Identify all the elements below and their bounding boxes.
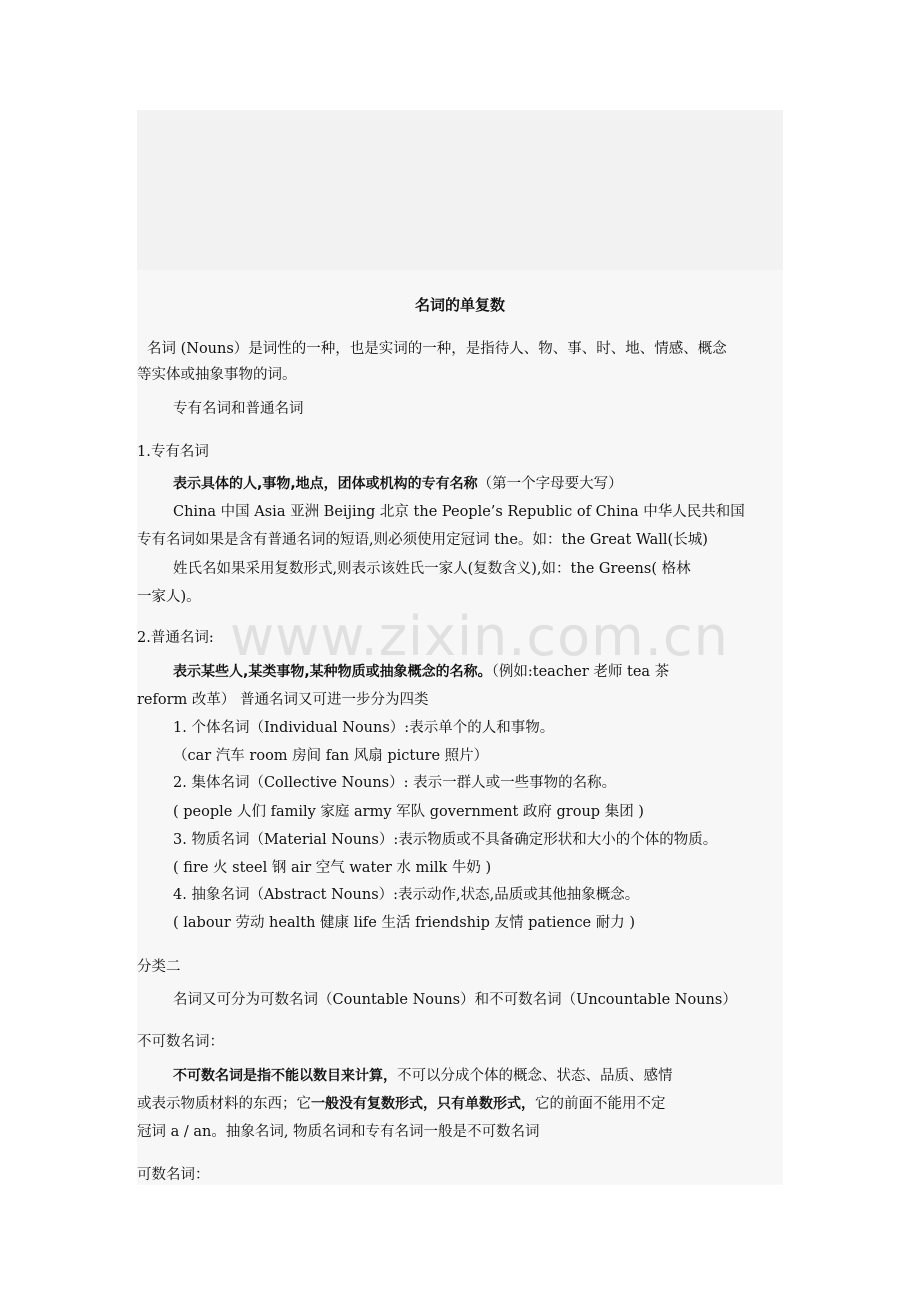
proper-example-4: 一家人)。 [137, 589, 201, 605]
proper-example-1: China 中国 Asia 亚洲 Beijing 北京 the People’s Republic of China 中华人民共和国 [173, 504, 745, 520]
category-individual: 1. 个体名词（Individual Nouns）:表示单个的人和事物。 [173, 720, 555, 736]
category-collective-examples: ( people 人们 family 家庭 army 军队 government 政府 group 集团 ) [173, 804, 644, 820]
uncountable-line-1 [137, 1066, 783, 1086]
intro-line-1: 名词 (Nouns）是词性的一种，也是实词的一种，是指待人、物、事、时、地、情感、概念 [147, 341, 727, 357]
uncountable-text-2b: 它的前面不能用不定 [535, 1096, 666, 1112]
category-material: 3. 物质名词（Material Nouns）:表示物质或不具备确定形状和大小的个体的物质。 [173, 832, 718, 848]
common-definition-bold: 表示某些人,某类事物,某种物质或抽象概念的名称。 [173, 664, 492, 680]
document-body [137, 110, 783, 1185]
category-collective: 2. 集体名词（Collective Nouns）: 表示一群人或一些事物的名称。 [173, 775, 617, 791]
proper-example-3: 姓氏名如果采用复数形式,则表示该姓氏一家人(复数含义),如：the Greens( 格林 [173, 561, 691, 577]
document-title: 名词的单复数 [414, 296, 505, 314]
category-material-examples: ( fire 火 steel 钢 air 空气 water 水 milk 牛奶 ) [173, 860, 492, 876]
heading-classification-2: 分类二 [137, 959, 181, 975]
proper-definition-note: （第一个字母要大写） [477, 476, 623, 492]
document-page [137, 110, 783, 1185]
uncountable-bold-1: 不可数名词是指不能以数目来计算， [173, 1068, 397, 1084]
proper-definition [137, 474, 783, 494]
watermark: www.zixin.com.cn [230, 605, 729, 668]
common-definition-2: reform 改革） 普通名词又可进一步分为四类 [137, 692, 429, 708]
uncountable-text-2a: 或表示物质材料的东西；它 [137, 1096, 311, 1112]
uncountable-text-1: 不可以分成个体的概念、状态、品质、感情 [397, 1068, 673, 1084]
heading-countable: 可数名词： [137, 1167, 210, 1183]
heading-uncountable: 不可数名词： [137, 1034, 224, 1050]
uncountable-bold-2: 一般没有复数形式，只有单数形式， [311, 1096, 535, 1112]
common-definition [137, 662, 783, 682]
section-heading: 专有名词和普通名词 [173, 401, 304, 417]
proper-example-2: 专有名词如果是含有普通名词的短语,则必须使用定冠词 the。如：the Great Wall(长城) [137, 532, 708, 548]
classification-2-line: 名词又可分为可数名词（Countable Nouns）和不可数名词（Uncountable Nouns） [173, 992, 737, 1008]
uncountable-line-2 [137, 1094, 783, 1114]
heading-common-nouns: 2.普通名词: [137, 630, 214, 646]
proper-definition-bold: 表示具体的人,事物,地点，团体或机构的专有名称 [173, 476, 478, 492]
intro-line-2: 等实体或抽象事物的词。 [137, 367, 297, 383]
category-individual-examples: （car 汽车 room 房间 fan 风扇 picture 照片） [173, 748, 489, 764]
common-definition-note: （例如:teacher 老师 tea 茶 [491, 664, 670, 680]
category-abstract: 4. 抽象名词（Abstract Nouns）:表示动作,状态,品质或其他抽象概念。 [173, 887, 640, 903]
category-abstract-examples: ( labour 劳动 health 健康 life 生活 friendship 友情 patience 耐力 ) [173, 915, 636, 931]
heading-proper-nouns: 1.专有名词 [137, 444, 209, 460]
uncountable-line-3: 冠词 a / an。抽象名词, 物质名词和专有名词一般是不可数名词 [137, 1124, 540, 1140]
